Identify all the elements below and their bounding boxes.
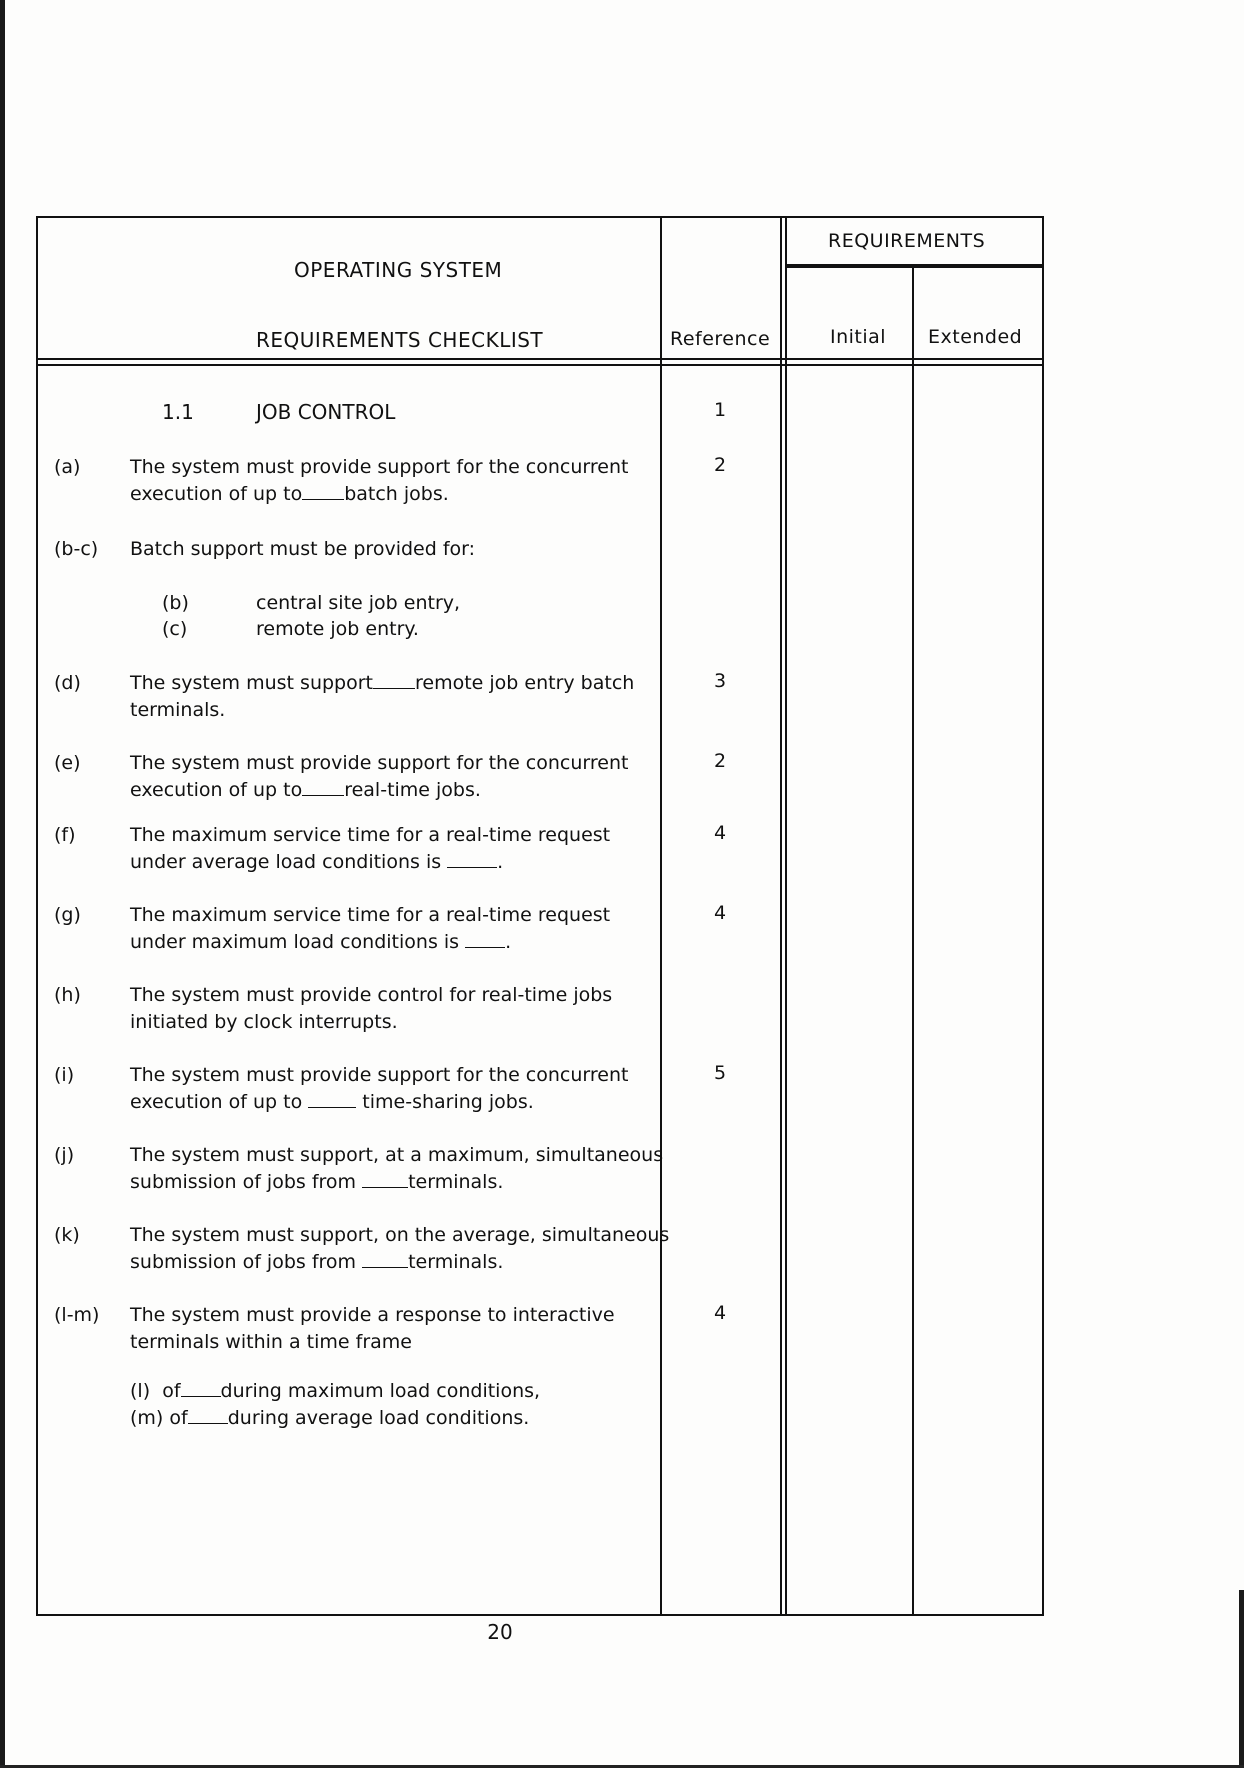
item-label: (j) xyxy=(54,1144,75,1166)
requirements-column-header: REQUIREMENTS xyxy=(828,230,986,252)
fill-in-blank[interactable] xyxy=(188,1407,228,1424)
fill-in-blank[interactable] xyxy=(181,1380,221,1397)
fill-in-blank[interactable] xyxy=(362,1171,408,1188)
item-label: (f) xyxy=(54,824,76,846)
item-text: execution of up to batch jobs. xyxy=(130,483,449,505)
item-text: The system must support, on the average, simultaneous xyxy=(130,1224,670,1246)
item-text: The system must support, at a maximum, simultaneous xyxy=(130,1144,664,1166)
item-text: submission of jobs from terminals. xyxy=(130,1171,504,1193)
item-text: execution of up to real-time jobs. xyxy=(130,779,481,801)
item-label: (b-c) xyxy=(54,538,99,560)
item-label: (h) xyxy=(54,984,81,1006)
item-text: The system must support remote job entry batch xyxy=(130,672,635,694)
item-text: initiated by clock interrupts. xyxy=(130,1011,398,1033)
title-line-2: REQUIREMENTS CHECKLIST xyxy=(256,328,544,352)
fill-in-blank[interactable] xyxy=(373,672,415,689)
fill-in-blank[interactable] xyxy=(302,779,344,796)
checklist-table xyxy=(36,216,1044,1616)
sub-item-label: (c) xyxy=(162,618,188,640)
item-text: The maximum service time for a real-time request xyxy=(130,824,611,846)
item-text: Batch support must be provided for: xyxy=(130,538,476,560)
sub-item-text: central site job entry, xyxy=(256,592,461,614)
item-text: The system must provide support for the concurrent xyxy=(130,752,629,774)
section-number: 1.1 xyxy=(162,400,194,424)
sub-item-text: (l) of during maximum load conditions, xyxy=(130,1380,541,1402)
item-text: The system must provide support for the concurrent xyxy=(130,456,629,478)
item-text: The system must provide control for real-time jobs xyxy=(130,984,613,1006)
title-line-1: OPERATING SYSTEM xyxy=(294,258,503,282)
item-reference: 5 xyxy=(713,1062,727,1084)
requirements-divider-a xyxy=(780,216,782,1616)
item-text: submission of jobs from terminals. xyxy=(130,1251,504,1273)
item-text: The system must provide a response to interactive xyxy=(130,1304,615,1326)
table-bottom-border xyxy=(36,1614,1044,1616)
fill-in-blank[interactable] xyxy=(447,851,497,868)
page-number: 20 xyxy=(487,1620,513,1644)
item-text: The maximum service time for a real-time request xyxy=(130,904,611,926)
table-top-border xyxy=(36,216,1044,218)
sub-item-text: remote job entry. xyxy=(256,618,419,640)
item-label: (g) xyxy=(54,904,81,926)
item-text: under maximum load conditions is . xyxy=(130,931,512,953)
table-right-border xyxy=(1042,216,1044,1616)
item-reference: 3 xyxy=(713,670,727,692)
fill-in-blank[interactable] xyxy=(302,483,344,500)
item-reference: 4 xyxy=(713,902,727,924)
table-left-border xyxy=(36,216,38,1616)
item-label: (l-m) xyxy=(54,1304,100,1326)
item-reference: 2 xyxy=(713,454,727,476)
section-reference: 1 xyxy=(713,399,727,421)
sub-item-text: (m) of during average load conditions. xyxy=(130,1407,530,1429)
item-label: (a) xyxy=(54,456,81,478)
item-reference: 2 xyxy=(713,750,727,772)
item-label: (d) xyxy=(54,672,81,694)
header-rule-1 xyxy=(36,358,1044,360)
fill-in-blank[interactable] xyxy=(465,931,505,948)
scan-edge-right xyxy=(1239,1590,1244,1768)
initial-extended-divider xyxy=(912,266,914,1616)
requirements-divider-b xyxy=(785,216,787,1616)
extended-column-header: Extended xyxy=(928,326,1023,348)
reference-column-divider xyxy=(660,216,662,1616)
reference-column-header: Reference xyxy=(670,328,771,350)
item-text: under average load conditions is . xyxy=(130,851,504,873)
item-text: terminals within a time frame xyxy=(130,1331,412,1353)
fill-in-blank[interactable] xyxy=(362,1251,408,1268)
initial-column-header: Initial xyxy=(830,326,887,348)
item-label: (k) xyxy=(54,1224,80,1246)
requirements-header-rule xyxy=(785,264,1044,268)
item-text: The system must provide support for the concurrent xyxy=(130,1064,629,1086)
fill-in-blank[interactable] xyxy=(308,1091,356,1108)
header-rule-2 xyxy=(36,364,1044,366)
item-reference: 4 xyxy=(713,1302,727,1324)
section-title: JOB CONTROL xyxy=(256,400,396,424)
item-label: (e) xyxy=(54,752,81,774)
item-text: execution of up to time-sharing jobs. xyxy=(130,1091,534,1113)
item-text: terminals. xyxy=(130,699,226,721)
item-label: (i) xyxy=(54,1064,75,1086)
sub-item-label: (b) xyxy=(162,592,189,614)
item-reference: 4 xyxy=(713,822,727,844)
scan-edge-left xyxy=(0,0,5,1768)
